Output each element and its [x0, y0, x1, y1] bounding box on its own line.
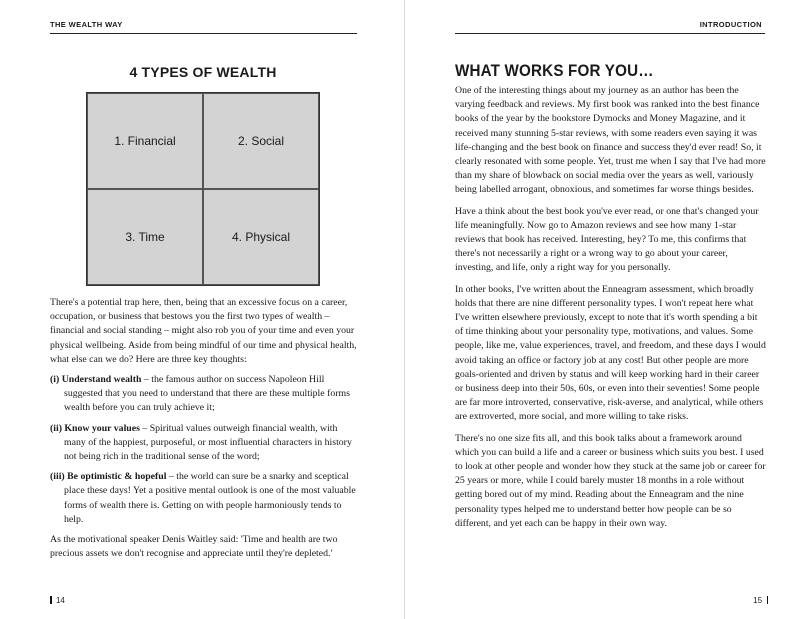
running-head-right: INTRODUCTION — [699, 20, 762, 29]
page-number: 14 — [55, 596, 65, 605]
list-item-label: (i) Understand wealth — [50, 374, 142, 386]
diagram-title: 4 TYPES OF WEALTH — [129, 64, 277, 80]
list-item-text: – the famous author on success Napoleon Hill suggested that you need to understand that there are these multiple forms wealth before you can truly achieve it; — [64, 374, 350, 414]
list-item-text: – Spiritual values outweigh financial wealth, with many of the happiest, purposeful, or most influential characters in history not being rich in the traditional sense of the word; — [64, 422, 352, 463]
list-item — [50, 373, 360, 416]
wealth-types-diagram — [86, 92, 320, 286]
page-number-left — [50, 596, 65, 605]
list-item-label: (ii) Know your values — [50, 422, 140, 434]
diagram-cell-financial: 1. Financial — [87, 93, 203, 189]
list-item-label: (iii) Be optimistic & hopeful — [50, 471, 167, 483]
section-title: WHAT WORKS FOR YOU… — [455, 62, 654, 80]
list-item — [50, 422, 360, 465]
diagram-cell-time: 3. Time — [87, 189, 203, 285]
diagram-cell-physical: 4. Physical — [203, 189, 319, 285]
list-item — [50, 470, 360, 527]
paragraph: One of the interesting things about my journey as an author has been the varying feedback and reviews. My first book was ranked into the best finance books of the year by the bookstore Dymocks and Money Magazine, and it received many stunning 5-star reviews, with some readers even saying it was life-changing and the best book on finance and success they'd ever read! So, it clearly resonated with some people. Yet, trust me when I say that I've had more than my share of blowback on social media over the years as well, variously being labelled arrogant, obnoxious, and sometimes far worse things besides. — [455, 85, 766, 196]
right-body-text — [455, 84, 767, 538]
paragraph: There's no one size fits all, and this book talks about a framework around which you can build a life and a career or business which suits you best. I used to look at other people and wonder how they stuck at the same job or career for 25 years or more, while I could barely muster 18 months in a role without getting bored out of my mind. Reading about the Enneagram and the nine personality types helped me to understand better how people can be so different, and yet each can be happy in their own way. — [455, 432, 766, 529]
folio-bar — [50, 596, 52, 604]
diagram-cell-social: 2. Social — [203, 93, 319, 189]
header-rule-left — [50, 33, 357, 34]
right-page — [405, 0, 810, 619]
left-body-text — [50, 296, 360, 567]
paragraph: Have a think about the best book you've ever read, or one that's changed your life meaningfully. Now go to Amazon reviews and see how many 1-star reviews that book has received. Interesting, hey? To me, this confirms that there's not necessarily a right or a wrong way to go about your career, investing, and life, only a right way for you personally. — [455, 205, 759, 274]
list-item-text: – the world can sure be a snarky and sceptical place these days! Yet a positive mental outlook is one of the most valuable forms of wealth there is. Getting on with people harmoniously tends to help. — [64, 471, 356, 525]
page-number: 15 — [753, 596, 763, 605]
intro-paragraph: There's a potential trap here, then, being that an excessive focus on a career, occupation, or business that bestows you the first two types of wealth – financial and social standing – might also rob you of your time and even your physical wellbeing. Aside from being mindful of our time and physical health, what else can we do? Here are three key thoughts: — [50, 297, 357, 365]
page-number-right — [753, 596, 768, 605]
closing-paragraph: As the motivational speaker Denis Waitley said: 'Time and health are two precious assets we don't recognise and appreciate until they're depleted.' — [50, 534, 338, 560]
paragraph: In other books, I've written about the Enneagram assessment, which broadly holds that there are nine different personality types. I won't repeat here what I've written elsewhere previously, except to note that it's worth spending a bit of time thinking about your personality type, motivations, and values. Some people, like me, value experiences, travel, and freedom, and these days I would avoid taking an office or factory job at any cost! But other people are more goals-oriented and driven by status and will keep working hard in their career or business deep into their 50s, 60s, or even into their seventies! Some people are far more introverted, conservative, risk-averse, and analytical, while others are extroverted, more social, and more willing to take risks. — [455, 283, 766, 423]
header-rule-right — [455, 33, 765, 34]
folio-bar — [767, 596, 769, 604]
running-head-left: THE WEALTH WAY — [50, 20, 123, 29]
